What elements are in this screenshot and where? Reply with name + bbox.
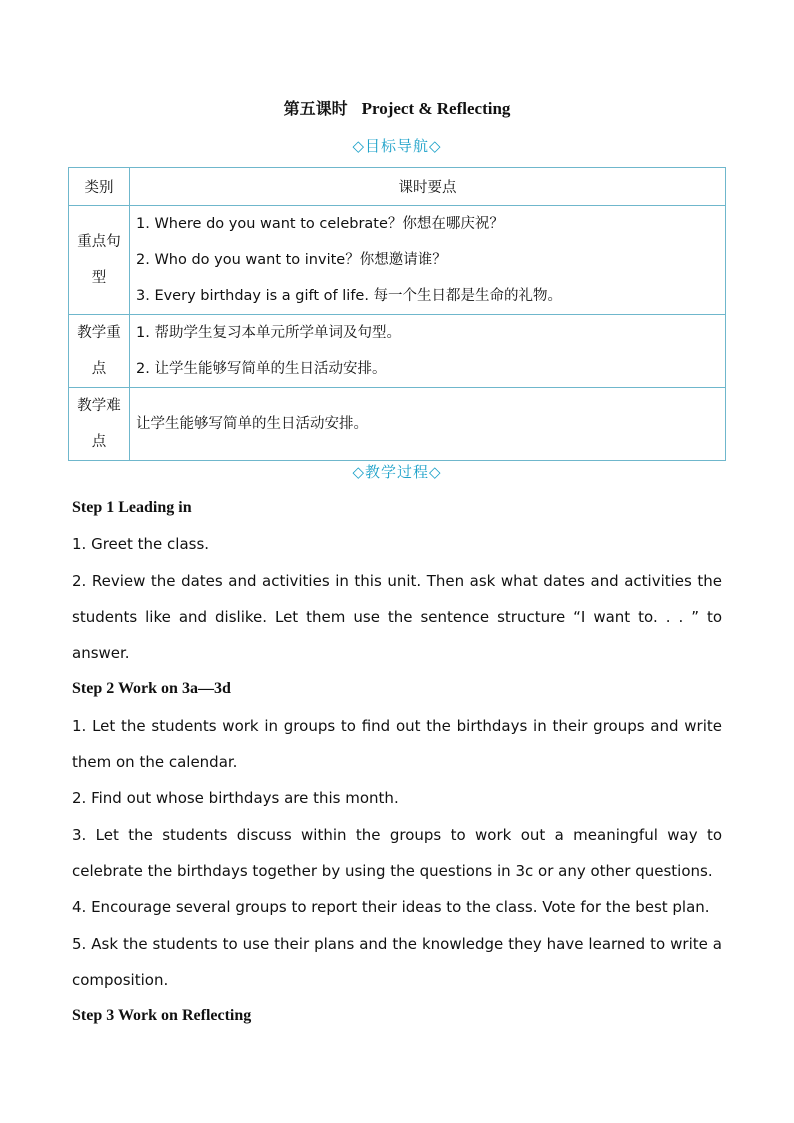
step-heading: Step 3 Work on Reflecting <box>72 1007 252 1025</box>
table-row <box>69 206 726 315</box>
points-cell <box>130 206 726 315</box>
step-item: 2. Find out whose birthdays are this month. <box>72 789 399 808</box>
point-item: 1. 帮助学生复习本单元所学单词及句型。 <box>136 325 401 341</box>
points-cell <box>130 315 726 388</box>
section-heading-process: ◇教学过程◇ <box>352 463 442 481</box>
section-heading-goals: ◇目标导航◇ <box>352 137 442 155</box>
point-item: 3. Every birthday is a gift of life. 每一个生日都是生命的礼物。 <box>136 288 563 304</box>
lesson-title-en: Project & Reflecting <box>361 99 511 118</box>
lesson-title <box>0 96 794 119</box>
step-item: 5. Ask the students to use their plans and the knowledge they have learned to write a composition. <box>72 934 722 989</box>
point-item: 2. Who do you want to invite？你想邀请谁？ <box>136 252 447 268</box>
header-category: 类别 <box>69 168 130 206</box>
point-item: 让学生能够写简单的生日活动安排。 <box>136 416 368 432</box>
step-heading: Step 2 Work on 3a—3d <box>72 680 231 698</box>
table-header-row <box>69 168 726 206</box>
goals-table <box>68 167 726 461</box>
points-cell <box>130 388 726 461</box>
step-item: 2. Review the dates and activities in this unit. Then ask what dates and activities the students like and dislike. Let them use the sentence structure “I want to. . . ” to answer. <box>72 571 722 663</box>
step-heading: Step 1 Leading in <box>72 499 192 516</box>
step-item: 1. Greet the class. <box>72 535 210 554</box>
point-item: 2. 让学生能够写简单的生日活动安排。 <box>136 361 387 377</box>
step-item: 3. Let the students discuss within the groups to work out a meaningful way to celebrate the birthdays together by using the questions in 3c or any other questions. <box>72 825 722 880</box>
lesson-title-cn: 第五课时 <box>283 99 348 118</box>
teaching-process <box>72 490 722 1034</box>
table-row <box>69 388 726 461</box>
category-cell: 教学难 点 <box>69 388 130 461</box>
category-cell: 重点句 型 <box>69 206 130 315</box>
step-item: 4. Encourage several groups to report their ideas to the class. Vote for the best plan. <box>72 898 710 917</box>
category-cell: 教学重 点 <box>69 315 130 388</box>
table-row <box>69 315 726 388</box>
point-item: 1. Where do you want to celebrate？你想在哪庆祝？ <box>136 216 504 232</box>
header-points: 课时要点 <box>130 168 726 206</box>
step-item: 1. Let the students work in groups to find out the birthdays in their groups and write them on the calendar. <box>72 716 722 772</box>
